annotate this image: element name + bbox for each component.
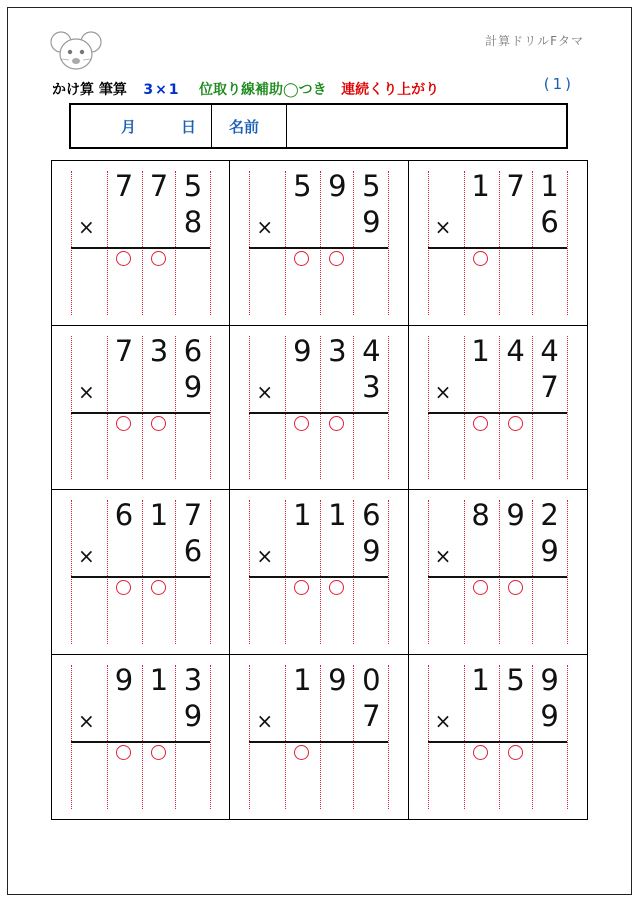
day-label: 日 [181, 118, 197, 136]
place-value-guide-line [71, 336, 72, 480]
carry-circle-marker [116, 251, 131, 266]
multiplicand-digit: 1 [293, 662, 312, 697]
answer-rule-line [249, 576, 388, 578]
problem-cell[interactable] [409, 161, 587, 326]
multiplicand-digit: 6 [362, 498, 381, 532]
multiplicand-digit: 1 [149, 662, 169, 697]
multiplicand-digit: 4 [540, 333, 559, 368]
place-value-guide-line [249, 336, 250, 480]
times-sign: × [78, 708, 95, 733]
place-value-guide-line [388, 171, 389, 315]
answer-rule-line [71, 247, 210, 249]
carry-circle-marker [473, 251, 488, 266]
times-sign: × [256, 215, 274, 239]
name-label: 名前 [229, 118, 260, 136]
carry-circle-marker [116, 416, 131, 431]
title-digits: 3×1 [143, 82, 181, 98]
mouse-face-icon [49, 30, 103, 72]
carry-circle-marker [508, 745, 523, 760]
answer-rule-line [249, 741, 388, 743]
title-helper: 位取り線補助◯つき [199, 82, 327, 98]
times-sign: × [78, 215, 95, 239]
carry-circle-marker [329, 251, 344, 266]
multiplier-digit: 7 [540, 369, 559, 404]
answer-rule-line [71, 412, 210, 414]
multiplicand-digit: 4 [362, 333, 381, 368]
multiplicand-digit: 1 [149, 498, 169, 532]
brand-label: 計算ドリルFタマ [485, 34, 584, 48]
problem-cell[interactable] [409, 326, 587, 491]
multiplicand-digit: 8 [471, 498, 490, 532]
multiplicand-digit: 9 [328, 169, 347, 203]
carry-circle-marker [473, 416, 488, 431]
place-value-guide-line [428, 336, 429, 480]
problem-cell[interactable] [52, 490, 230, 655]
multiplicand-digit: 6 [183, 333, 203, 368]
place-value-guide-line [249, 171, 250, 315]
multiplicand-digit: 1 [540, 169, 559, 203]
carry-circle-marker [116, 745, 131, 760]
answer-rule-line [249, 247, 388, 249]
problem-cell[interactable] [230, 326, 408, 491]
carry-circle-marker [151, 745, 166, 760]
multiplicand-digit: 3 [183, 662, 203, 697]
place-value-guide-line [567, 665, 568, 810]
multiplier-digit: 9 [540, 534, 559, 568]
multiplicand-digit: 7 [114, 169, 134, 203]
multiplier-digit: 8 [183, 205, 203, 239]
carry-circle-marker [294, 745, 309, 760]
carry-circle-marker [294, 580, 309, 595]
times-sign: × [434, 544, 452, 568]
place-value-guide-line [428, 665, 429, 810]
place-value-guide-line [388, 665, 389, 810]
multiplicand-digit: 5 [362, 169, 381, 203]
title-operation: かけ算 筆算 [52, 82, 127, 98]
times-sign: × [78, 379, 95, 404]
times-sign: × [78, 544, 95, 568]
place-value-guide-line [428, 500, 429, 644]
carry-circle-marker [151, 580, 166, 595]
month-label: 月 [121, 118, 137, 136]
multiplicand-digit: 5 [506, 662, 525, 697]
date-field[interactable] [71, 105, 212, 147]
title-carry: 連続くり上がり [341, 82, 440, 98]
multiplicand-digit: 5 [183, 169, 203, 203]
problem-cell[interactable] [230, 490, 408, 655]
place-value-guide-line [249, 665, 250, 810]
multiplicand-digit: 6 [114, 498, 134, 532]
answer-rule-line [71, 576, 210, 578]
answer-rule-line [249, 412, 388, 414]
multiplicand-digit: 4 [506, 333, 525, 368]
carry-circle-marker [508, 580, 523, 595]
problem-cell[interactable] [52, 326, 230, 491]
multiplicand-digit: 1 [471, 169, 490, 203]
place-value-guide-line [249, 500, 250, 644]
place-value-guide-line [71, 665, 72, 810]
multiplicand-digit: 7 [506, 169, 525, 203]
carry-circle-marker [151, 416, 166, 431]
problem-cell[interactable] [409, 490, 587, 655]
multiplicand-digit: 1 [293, 498, 312, 532]
answer-rule-line [428, 412, 567, 414]
carry-circle-marker [329, 416, 344, 431]
problem-cell[interactable] [409, 655, 587, 820]
place-value-guide-line [210, 665, 211, 810]
multiplier-digit: 9 [183, 369, 203, 404]
place-value-guide-line [71, 171, 72, 315]
place-value-guide-line [210, 500, 211, 644]
multiplicand-digit: 0 [362, 662, 381, 697]
place-value-guide-line [567, 171, 568, 315]
multiplicand-digit: 9 [114, 662, 134, 697]
place-value-guide-line [567, 336, 568, 480]
multiplier-digit: 7 [362, 698, 381, 733]
carry-circle-marker [151, 251, 166, 266]
multiplier-digit: 9 [362, 205, 381, 239]
carry-circle-marker [473, 745, 488, 760]
place-value-guide-line [71, 500, 72, 644]
multiplier-digit: 9 [183, 698, 203, 733]
problem-grid [51, 160, 588, 820]
answer-rule-line [71, 741, 210, 743]
multiplicand-digit: 9 [328, 662, 347, 697]
multiplier-digit: 9 [540, 698, 559, 733]
carry-circle-marker [473, 580, 488, 595]
multiplicand-digit: 5 [293, 169, 312, 203]
multiplier-digit: 3 [362, 369, 381, 404]
problem-cell[interactable] [52, 161, 230, 326]
place-value-guide-line [388, 336, 389, 480]
place-value-guide-line [210, 336, 211, 480]
carry-circle-marker [329, 580, 344, 595]
place-value-guide-line [388, 500, 389, 644]
problem-cell[interactable] [52, 655, 230, 820]
problem-cell[interactable] [230, 655, 408, 820]
multiplicand-digit: 9 [540, 662, 559, 697]
multiplicand-digit: 1 [471, 333, 490, 368]
times-sign: × [256, 544, 274, 568]
name-field[interactable] [287, 105, 566, 147]
multiplier-digit: 9 [362, 534, 381, 568]
times-sign: × [434, 379, 452, 404]
multiplier-digit: 6 [540, 205, 559, 239]
problem-cell[interactable] [230, 161, 408, 326]
answer-rule-line [428, 741, 567, 743]
multiplicand-digit: 7 [183, 498, 203, 532]
answer-rule-line [428, 576, 567, 578]
multiplicand-digit: 1 [328, 498, 347, 532]
place-value-guide-line [567, 500, 568, 644]
times-sign: × [434, 708, 452, 733]
carry-circle-marker [508, 416, 523, 431]
answer-rule-line [428, 247, 567, 249]
times-sign: × [256, 708, 274, 733]
carry-circle-marker [294, 251, 309, 266]
times-sign: × [256, 379, 274, 404]
name-label-cell [212, 105, 287, 147]
worksheet-title [52, 79, 592, 99]
place-value-guide-line [210, 171, 211, 315]
sheet-number: (1) [543, 75, 574, 93]
multiplicand-digit: 3 [149, 333, 169, 368]
carry-circle-marker [116, 580, 131, 595]
name-date-box [69, 103, 568, 149]
times-sign: × [434, 215, 452, 239]
multiplicand-digit: 7 [114, 333, 134, 368]
multiplier-digit: 6 [183, 534, 203, 568]
multiplicand-digit: 9 [293, 333, 312, 368]
multiplicand-digit: 2 [540, 498, 559, 532]
multiplicand-digit: 3 [328, 333, 347, 368]
carry-circle-marker [294, 416, 309, 431]
multiplicand-digit: 9 [506, 498, 525, 532]
place-value-guide-line [428, 171, 429, 315]
multiplicand-digit: 1 [471, 662, 490, 697]
multiplicand-digit: 7 [149, 169, 169, 203]
